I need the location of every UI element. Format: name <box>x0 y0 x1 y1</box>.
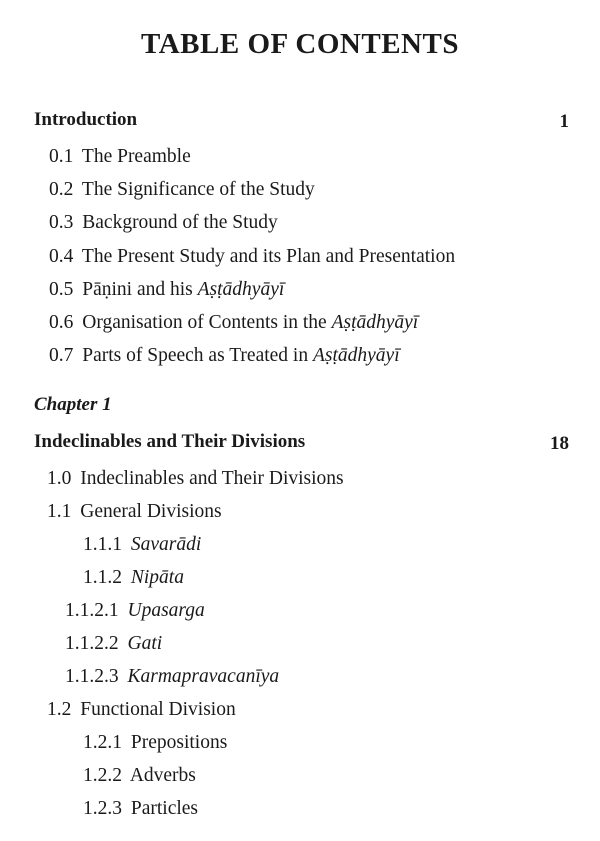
entry-number: 0.4 <box>49 246 74 267</box>
entry-title: Particles <box>130 798 199 819</box>
entry-title-italic: Gati <box>127 633 163 654</box>
entry-title: Organisation of Contents in the <box>82 312 332 333</box>
toc-entry <box>83 797 198 821</box>
entry-number: 1.1 <box>47 501 72 522</box>
toc-entry <box>83 533 201 557</box>
entry-number: 1.2.1 <box>83 732 122 753</box>
toc-entry <box>65 632 162 656</box>
toc-entry <box>83 566 184 590</box>
entry-title: The Present Study and its Plan and Presentation <box>81 246 456 267</box>
entry-title-italic: Aṣṭādhyāyī <box>197 279 285 300</box>
toc-entry <box>65 665 279 689</box>
toc-entry <box>47 500 222 524</box>
entry-title: Adverbs <box>129 765 196 786</box>
toc-entry <box>65 599 205 623</box>
entry-title: Background of the Study <box>82 212 278 233</box>
page-number-chapter-1: 18 <box>550 433 569 454</box>
toc-entry <box>49 311 418 335</box>
entry-title: Parts of Speech as Treated in <box>82 345 313 366</box>
section-heading-introduction: Introduction <box>34 109 138 130</box>
entry-title: Functional Division <box>80 699 236 720</box>
toc-entry <box>47 698 236 722</box>
entry-title: The Preamble <box>81 146 191 167</box>
entry-number: 1.1.2.1 <box>65 600 119 621</box>
toc-entry <box>83 764 196 788</box>
toc-entry <box>47 467 344 491</box>
entry-number: 1.1.1 <box>83 534 122 555</box>
section-heading-chapter-1: Indeclinables and Their Divisions <box>34 431 306 452</box>
page-number-introduction: 1 <box>559 111 569 132</box>
toc-entry <box>83 731 227 755</box>
entry-number: 0.7 <box>49 345 74 366</box>
page-title: TABLE OF CONTENTS <box>141 28 459 60</box>
entry-title: The Significance of the Study <box>81 179 315 200</box>
entry-title: Indeclinables and Their Divisions <box>80 468 344 489</box>
entry-title-italic: Savarādi <box>130 534 202 555</box>
entry-title-italic: Karmapravacanīya <box>127 666 280 687</box>
entry-title-italic: Aṣṭādhyāyī <box>312 345 400 366</box>
entry-number: 0.5 <box>49 279 74 300</box>
entry-title-italic: Aṣṭādhyāyī <box>331 312 419 333</box>
entry-number: 0.2 <box>49 179 74 200</box>
toc-entry <box>49 278 284 302</box>
entry-number: 1.1.2.3 <box>65 666 119 687</box>
entry-title: Prepositions <box>130 732 228 753</box>
entry-number: 1.0 <box>47 468 72 489</box>
toc-entry <box>49 245 455 269</box>
entry-number: 1.1.2.2 <box>65 633 119 654</box>
entry-title-italic: Nipāta <box>130 567 184 588</box>
entry-number: 0.6 <box>49 312 74 333</box>
toc-entry <box>49 344 400 368</box>
entry-number: 1.1.2 <box>83 567 122 588</box>
entry-title: Pāṇini and his <box>82 279 198 300</box>
entry-number: 1.2.2 <box>83 765 122 786</box>
entry-number: 1.2.3 <box>83 798 122 819</box>
entry-number: 0.3 <box>49 212 74 233</box>
entry-title: General Divisions <box>80 501 222 522</box>
entry-number: 0.1 <box>49 146 74 167</box>
toc-entry <box>49 145 191 169</box>
toc-entry <box>49 211 278 235</box>
entry-number: 1.2 <box>47 699 72 720</box>
chapter-label: Chapter 1 <box>34 394 112 415</box>
entry-title-italic: Upasarga <box>127 600 205 621</box>
toc-entry <box>49 178 315 202</box>
